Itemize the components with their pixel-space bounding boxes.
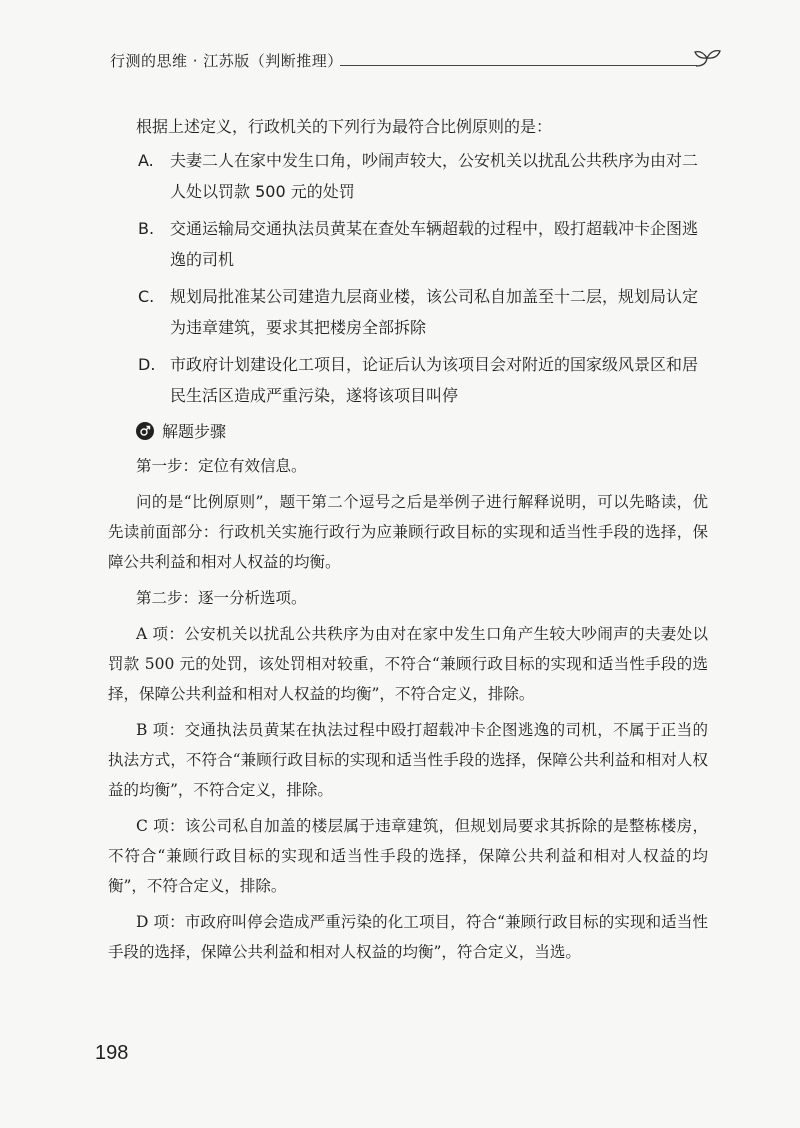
option-text: 市政府计划建设化工项目，论证后认为该项目会对附近的国家级风景区和居民生活区造成严重污染，遂将该项目叫停 xyxy=(170,355,699,405)
option-text: 规划局批准某公司建造九层商业楼，该公司私自加盖至十二层，规划局认定为违章建筑，要求其把楼房全部拆除 xyxy=(170,287,699,337)
running-header xyxy=(110,48,710,76)
option-text: 夫妻二人在家中发生口角，吵闹声较大，公安机关以扰乱公共秩序为由对二人处以罚款 500 元的处罚 xyxy=(170,151,699,201)
option-text: 交通运输局交通执法员黄某在查处车辆超载的过程中，殴打超载冲卡企图逃逸的司机 xyxy=(170,219,699,269)
sprout-icon xyxy=(692,46,722,72)
solution-paragraph: D 项：市政府叫停会造成严重污染的化工项目，符合“兼顾行政目标的实现和适当性手段的选择，保障公共利益和相对人权益的均衡”，符合定义，当选。 xyxy=(108,913,708,961)
solution-paragraph: 第一步：定位有效信息。 xyxy=(136,457,307,475)
solution-title: 解题步骤 xyxy=(162,422,227,441)
page-content xyxy=(108,113,708,973)
solution-paragraph: 问的是“比例原则”，题干第二个逗号之后是举例子进行解释说明，可以先略读，优先读前面部分：行政机关实施行政行为应兼顾行政目标的实现和适当性手段的选择，保障公共利益和相对人权益的均衡。 xyxy=(108,493,708,571)
question-stem: 根据上述定义，行政机关的下列行为最符合比例原则的是： xyxy=(136,117,553,136)
option-a xyxy=(108,145,708,207)
page-number: 198 xyxy=(95,1042,129,1064)
option-letter: C. xyxy=(138,287,155,306)
solution-paragraph: 第二步：逐一分析选项。 xyxy=(136,589,307,607)
solution-paragraph: C 项：该公司私自加盖的楼层属于违章建筑，但规划局要求其拆除的是整栋楼房，不符合“兼顾行政目标的实现和适当性手段的选择，保障公共利益和相对人权益的均衡”，不符合定义，排除。 xyxy=(108,817,708,895)
option-letter: D. xyxy=(138,355,156,374)
male-symbol-icon xyxy=(136,422,154,440)
solution-heading xyxy=(108,417,708,447)
option-d xyxy=(108,349,708,411)
option-letter: A. xyxy=(138,151,154,170)
option-letter: B. xyxy=(138,219,155,238)
header-title: 行测的思维 · 江苏版（判断推理） xyxy=(110,52,343,70)
option-b xyxy=(108,213,708,275)
header-rule xyxy=(340,65,697,66)
option-c xyxy=(108,281,708,343)
solution-paragraph: A 项：公安机关以扰乱公共秩序为由对在家中发生口角产生较大吵闹声的夫妻处以罚款 500 元的处罚，该处罚相对较重，不符合“兼顾行政目标的实现和适当性手段的选择，保障公共利益和相对人权益的均衡”，不符合定义，排除。 xyxy=(108,625,708,703)
solution-paragraph: B 项：交通执法员黄某在执法过程中殴打超载冲卡企图逃逸的司机，不属于正当的执法方式，不符合“兼顾行政目标的实现和适当性手段的选择，保障公共利益和相对人权益的均衡”，不符合定义，排除。 xyxy=(108,721,708,799)
